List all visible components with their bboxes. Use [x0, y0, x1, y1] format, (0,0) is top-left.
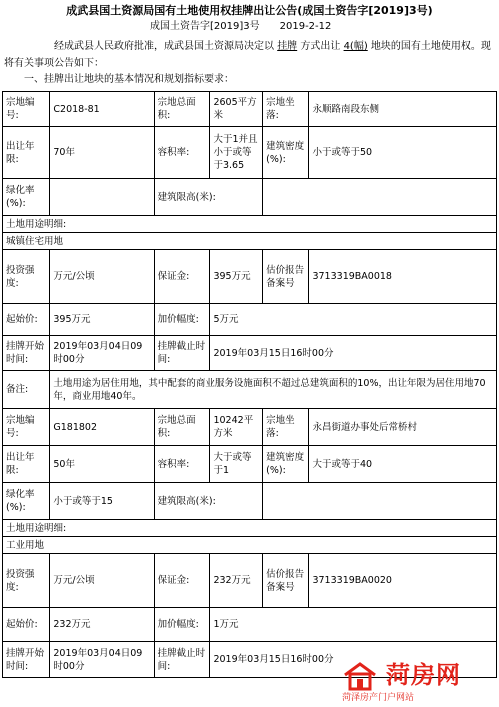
remark-label: 备注:: [3, 371, 50, 409]
investment-value: 万元/公顷: [50, 554, 154, 608]
listing-start-value: 2019年03月04日09时00分: [50, 336, 154, 371]
table-row: [3, 554, 497, 608]
section-heading: 一、挂牌出让地块的基本情况和规划指标要求：: [24, 74, 234, 85]
term-label: 出让年限:: [3, 446, 50, 483]
start-price-value: 232万元: [50, 608, 154, 642]
table-row: [3, 216, 497, 233]
table-row: [3, 336, 497, 371]
listing-end-value: 2019年03月15日16时00分: [210, 642, 497, 678]
page-title: 成武县国土资源局国有土地使用权挂牌出让公告(成国土资告字[2019]3号): [66, 4, 433, 17]
term-value: 50年: [50, 446, 154, 483]
parcel-no-value: C2018-81: [50, 92, 154, 127]
density-value: 小于或等于50: [309, 127, 497, 179]
document-date: 2019-2-12: [279, 21, 332, 32]
site-watermark: [338, 660, 498, 706]
table-row: [3, 371, 497, 409]
listing-start-label: 挂牌开始时间:: [3, 336, 50, 371]
document-number: 成国土资告字[2019]3号: [150, 21, 260, 32]
document-number-line: [150, 20, 331, 34]
table-row: [3, 409, 497, 446]
intro-paragraph: [4, 38, 495, 72]
deposit-label: 保证金:: [154, 250, 210, 304]
appraisal-label: 估价报告备案号: [263, 250, 309, 304]
location-value: 永昌街道办事处后常桥村: [309, 409, 497, 446]
height-value: [263, 483, 497, 520]
density-label: 建筑密度(%):: [263, 446, 309, 483]
transfer-method: 挂牌: [277, 41, 298, 52]
plot-ratio-label: 容积率:: [154, 446, 210, 483]
location-label: 宗地坐落:: [263, 409, 309, 446]
plot-ratio-label: 容积率:: [154, 127, 210, 179]
density-value: 大于或等于40: [309, 446, 497, 483]
investment-label: 投资强度:: [3, 554, 50, 608]
increment-label: 加价幅度:: [154, 608, 210, 642]
intro-text-1: 经成武县人民政府批准，成武县国土资源局决定以: [54, 41, 274, 52]
listing-end-value: 2019年03月15日16时00分: [210, 336, 497, 371]
table-row: [3, 608, 497, 642]
increment-value: 1万元: [210, 608, 497, 642]
density-label: 建筑密度(%):: [263, 127, 309, 179]
total-area-value: 2605平方米: [210, 92, 263, 127]
table-row: [3, 233, 497, 250]
appraisal-value: 3713319BA0018: [309, 250, 497, 304]
investment-label: 投资强度:: [3, 250, 50, 304]
listing-end-label: 挂牌截止时间:: [154, 336, 210, 371]
greening-value: [50, 179, 154, 216]
increment-value: 5万元: [210, 304, 497, 336]
table-row: [3, 250, 497, 304]
total-area-label: 宗地总面积:: [154, 92, 210, 127]
greening-label: 绿化率(%):: [3, 179, 50, 216]
table-row: [3, 179, 497, 216]
table-row: [3, 127, 497, 179]
term-label: 出让年限:: [3, 127, 50, 179]
parcel-no-label: 宗地编号:: [3, 409, 50, 446]
table-row: [3, 92, 497, 127]
listing-start-value: 2019年03月04日09时00分: [50, 642, 154, 678]
greening-value: 小于或等于15: [50, 483, 154, 520]
plot-ratio-value: 大于或等于1: [210, 446, 263, 483]
use-detail-label: 土地用途明细:: [3, 520, 497, 537]
increment-label: 加价幅度:: [154, 304, 210, 336]
table-row: [3, 304, 497, 336]
deposit-value: 232万元: [210, 554, 263, 608]
parcel-no-label: 宗地编号:: [3, 92, 50, 127]
watermark-slogan: 菏泽房产门户网站: [342, 693, 415, 703]
start-price-label: 起始价:: [3, 304, 50, 336]
term-value: 70年: [50, 127, 154, 179]
use-detail-label: 土地用途明细:: [3, 216, 497, 233]
deposit-label: 保证金:: [154, 554, 210, 608]
listing-end-label: 挂牌截止时间:: [154, 642, 210, 678]
total-area-value: 10242平方米: [210, 409, 263, 446]
table-row: [3, 537, 497, 554]
height-label: 建筑限高(米):: [154, 483, 262, 520]
intro-text-3: 地块的国有土地使用权。现将有关事项公告如下：: [4, 41, 491, 69]
intro-text-2: 方式出让: [300, 41, 341, 52]
height-label: 建筑限高(米):: [154, 179, 262, 216]
greening-label: 绿化率(%):: [3, 483, 50, 520]
start-price-label: 起始价:: [3, 608, 50, 642]
parcel-table: [2, 91, 497, 678]
start-price-value: 395万元: [50, 304, 154, 336]
land-use-value: 工业用地: [3, 537, 497, 554]
deposit-value: 395万元: [210, 250, 263, 304]
table-row: [3, 483, 497, 520]
appraisal-label: 估价报告备案号: [263, 554, 309, 608]
total-area-label: 宗地总面积:: [154, 409, 210, 446]
appraisal-value: 3713319BA0020: [309, 554, 497, 608]
parcel-no-value: G181802: [50, 409, 154, 446]
watermark-name: 菏房网: [386, 661, 461, 689]
parcel-count: 4(幅): [343, 41, 368, 52]
house-logo-icon: [342, 661, 378, 691]
listing-start-label: 挂牌开始时间:: [3, 642, 50, 678]
land-use-value: 城镇住宅用地: [3, 233, 497, 250]
table-row: [3, 520, 497, 537]
remark-value: 土地用途为居住用地，其中配套的商业服务设施面积不超过总建筑面积的10%，出让年限为居住用地70年，商业用地40年。: [50, 371, 497, 409]
investment-value: 万元/公顷: [50, 250, 154, 304]
location-label: 宗地坐落:: [263, 92, 309, 127]
plot-ratio-value: 大于1并且小于或等于3.65: [210, 127, 263, 179]
location-value: 永顺路南段东侧: [309, 92, 497, 127]
height-value: [263, 179, 497, 216]
table-row: [3, 446, 497, 483]
